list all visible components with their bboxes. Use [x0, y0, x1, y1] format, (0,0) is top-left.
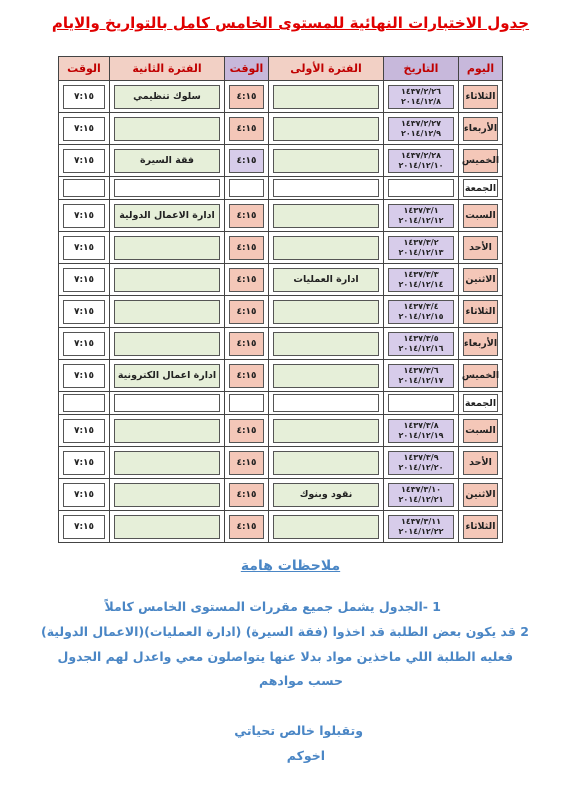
time2-cell: [59, 264, 110, 296]
header-time1: الوقت: [225, 57, 269, 81]
time1-cell: [225, 81, 269, 113]
table-row: [59, 200, 503, 232]
time2-cell: [59, 232, 110, 264]
header-date: التاريخ: [384, 57, 459, 81]
time2-cell-text: ٧:١٥: [63, 85, 105, 109]
period2-cell-text: فقة السيرة: [114, 149, 220, 173]
time1-cell: [225, 264, 269, 296]
day-cell-text: السبت: [463, 419, 498, 443]
time1-cell: [225, 328, 269, 360]
date-cell: [384, 145, 459, 177]
gregorian-date: ٢٠١٤/١٢/٢٢: [398, 526, 444, 536]
time1-cell: [225, 296, 269, 328]
time2-cell-text: ٧:١٥: [63, 515, 105, 539]
gregorian-date: ٢٠١٤/١٢/١٠: [398, 160, 444, 170]
day-cell: [459, 479, 503, 511]
date-cell: [384, 415, 459, 447]
empty-cell: [269, 392, 384, 415]
table-row: [59, 81, 503, 113]
date-cell: [384, 200, 459, 232]
period2-cell: [110, 200, 225, 232]
period1-cell-text: [273, 204, 379, 228]
day-cell: [459, 511, 503, 543]
time2-cell: [59, 511, 110, 543]
gregorian-date: ٢٠١٤/١٢/٨: [400, 96, 442, 106]
day-cell-text: الثلاثاء: [463, 300, 498, 324]
period1-cell: [269, 447, 384, 479]
table-row: [59, 264, 503, 296]
day-cell-text: الاثنين: [463, 268, 498, 292]
period2-cell: [110, 328, 225, 360]
gregorian-date: ٢٠١٤/١٢/١٤: [398, 279, 444, 289]
time2-cell-text: ٧:١٥: [63, 364, 105, 388]
period2-cell-text: سلوك تنظيمي: [114, 85, 220, 109]
day-cell-text: السبت: [463, 204, 498, 228]
date-cell: [384, 113, 459, 145]
table-row: [59, 328, 503, 360]
table-row: [59, 296, 503, 328]
day-cell-text: الأربعاء: [463, 117, 498, 141]
empty-cell: [59, 392, 110, 415]
day-cell: [459, 415, 503, 447]
hijri-date: ١٤٣٧/٣/١٠: [400, 484, 442, 494]
day-cell-text: الاثنين: [463, 483, 498, 507]
hijri-date: ١٤٣٧/٢/٢٨: [400, 150, 442, 160]
empty-cell: [110, 177, 225, 200]
day-cell-text: الثلاثاء: [463, 85, 498, 109]
period2-cell-text: [114, 236, 220, 260]
time2-cell: [59, 145, 110, 177]
period2-cell: [110, 264, 225, 296]
time1-cell: [225, 479, 269, 511]
empty-cell: [225, 392, 269, 415]
hijri-date: ١٤٣٧/٣/٣: [403, 269, 439, 279]
day-cell-text: الجمعة: [463, 394, 498, 412]
time1-cell: [225, 145, 269, 177]
time2-cell-text: ٧:١٥: [63, 300, 105, 324]
time1-cell-text: ٤:١٥: [229, 236, 264, 260]
time1-cell: [225, 360, 269, 392]
period1-cell-text: [273, 149, 379, 173]
date-cell: [384, 296, 459, 328]
note-line-6: اخوكم: [286, 748, 325, 763]
time2-cell: [59, 113, 110, 145]
period2-cell-text: [114, 300, 220, 324]
date-cell: [384, 447, 459, 479]
empty-cell: [269, 177, 384, 200]
time2-cell-text: ٧:١٥: [63, 117, 105, 141]
period1-cell-text: [273, 236, 379, 260]
day-cell-text: الثلاثاء: [463, 515, 498, 539]
time2-cell-text: ٧:١٥: [63, 268, 105, 292]
period2-cell: [110, 145, 225, 177]
period1-cell: [269, 511, 384, 543]
period1-cell-text: [273, 332, 379, 356]
hijri-date: ١٤٣٧/٢/٢٧: [400, 118, 442, 128]
period1-cell: [269, 328, 384, 360]
hijri-date: ١٤٣٧/٣/٤: [403, 301, 439, 311]
date-cell: [384, 264, 459, 296]
gregorian-date: ٢٠١٤/١٢/٢٠: [398, 462, 444, 472]
period1-cell: [269, 200, 384, 232]
hijri-date: ١٤٣٧/٣/٥: [403, 333, 439, 343]
period1-cell: [269, 360, 384, 392]
gregorian-date: ٢٠١٤/١٢/١٣: [398, 247, 444, 257]
date-cell: [384, 511, 459, 543]
time2-cell-text: ٧:١٥: [63, 451, 105, 475]
header-time2: الوقت: [59, 57, 110, 81]
header-period2: الفترة الثانية: [110, 57, 225, 81]
gregorian-date: ٢٠١٤/١٢/١٥: [398, 311, 444, 321]
note-line-1: 1 -الجدول يشمل جميع مقررات المستوى الخامس كاملاً: [104, 599, 441, 614]
day-cell-text: الأحد: [463, 451, 498, 475]
period2-cell-text: [114, 419, 220, 443]
date-cell: [384, 479, 459, 511]
period2-cell-text: [114, 268, 220, 292]
time2-cell: [59, 200, 110, 232]
hijri-date: ١٤٣٧/٣/٦: [403, 365, 439, 375]
period2-cell: [110, 415, 225, 447]
hijri-date: ١٤٣٧/٣/٨: [403, 420, 439, 430]
time1-cell: [225, 447, 269, 479]
hijri-date: ١٤٣٧/٢/٢٦: [400, 86, 442, 96]
time2-cell-text: ٧:١٥: [63, 419, 105, 443]
empty-cell: [384, 177, 459, 200]
table-row: [59, 511, 503, 543]
table-row: [59, 177, 503, 200]
period1-cell: [269, 415, 384, 447]
time1-cell-text: ٤:١٥: [229, 364, 264, 388]
time1-cell-text: ٤:١٥: [229, 149, 264, 173]
time2-cell: [59, 328, 110, 360]
date-cell: [384, 360, 459, 392]
period1-cell: [269, 81, 384, 113]
day-cell: [459, 177, 503, 200]
day-cell: [459, 145, 503, 177]
period2-cell: [110, 232, 225, 264]
time2-cell: [59, 447, 110, 479]
empty-cell: [59, 177, 110, 200]
note-line-2: 2 قد يكون بعض الطلبة قد اخذوا (فقة السيرة) (ادارة العمليات)(الاعمال الدولية): [41, 624, 529, 639]
period2-cell: [110, 360, 225, 392]
period1-cell-text: [273, 117, 379, 141]
time1-cell: [225, 232, 269, 264]
time2-cell: [59, 415, 110, 447]
period1-cell: [269, 145, 384, 177]
period1-cell-text: [273, 451, 379, 475]
time1-cell: [225, 415, 269, 447]
period2-cell-text: [114, 451, 220, 475]
period1-cell-text: ادارة العمليات: [273, 268, 379, 292]
note-line-5: وتقبلوا خالص تحياتي: [234, 723, 363, 738]
day-cell: [459, 392, 503, 415]
time1-cell: [225, 200, 269, 232]
notes-title: ملاحظات هامة: [240, 558, 341, 574]
day-cell: [459, 81, 503, 113]
day-cell: [459, 296, 503, 328]
gregorian-date: ٢٠١٤/١٢/٢١: [398, 494, 444, 504]
time1-cell-text: ٤:١٥: [229, 204, 264, 228]
date-cell: [384, 328, 459, 360]
gregorian-date: ٢٠١٤/١٢/١٧: [398, 375, 444, 385]
hijri-date: ١٤٣٧/٣/١: [403, 205, 439, 215]
day-cell: [459, 328, 503, 360]
time2-cell-text: ٧:١٥: [63, 483, 105, 507]
table-row: [59, 360, 503, 392]
period2-cell-text: [114, 332, 220, 356]
period1-cell: [269, 296, 384, 328]
day-cell-text: الأربعاء: [463, 332, 498, 356]
time2-cell-text: ٧:١٥: [63, 204, 105, 228]
time1-cell-text: ٤:١٥: [229, 268, 264, 292]
day-cell: [459, 264, 503, 296]
time1-cell-text: ٤:١٥: [229, 332, 264, 356]
period2-cell-text: [114, 483, 220, 507]
date-cell: [384, 81, 459, 113]
period1-cell-text: [273, 85, 379, 109]
period1-cell-text: [273, 300, 379, 324]
time2-cell-text: ٧:١٥: [63, 236, 105, 260]
day-cell: [459, 113, 503, 145]
table-header-row: [59, 57, 503, 81]
table-row: [59, 145, 503, 177]
hijri-date: ١٤٣٧/٣/٢: [403, 237, 439, 247]
empty-cell: [225, 177, 269, 200]
time2-cell: [59, 81, 110, 113]
time1-cell-text: ٤:١٥: [229, 483, 264, 507]
table-row: [59, 447, 503, 479]
time1-cell: [225, 511, 269, 543]
gregorian-date: ٢٠١٤/١٢/١٩: [398, 430, 444, 440]
note-line-3: فعليه الطلبة اللي ماخذين مواد بدلا عنها يتواصلون معي واعدل لهم الجدول: [57, 649, 513, 664]
time1-cell-text: ٤:١٥: [229, 451, 264, 475]
hijri-date: ١٤٣٧/٣/٩: [403, 452, 439, 462]
gregorian-date: ٢٠١٤/١٢/١٦: [398, 343, 444, 353]
period1-cell-text: [273, 419, 379, 443]
table-row: [59, 113, 503, 145]
period2-cell: [110, 479, 225, 511]
time2-cell-text: ٧:١٥: [63, 332, 105, 356]
empty-cell: [110, 392, 225, 415]
period1-cell: [269, 232, 384, 264]
day-cell: [459, 232, 503, 264]
time1-cell-text: ٤:١٥: [229, 419, 264, 443]
period2-cell: [110, 113, 225, 145]
gregorian-date: ٢٠١٤/١٢/٩: [400, 128, 442, 138]
exam-schedule-table: [58, 56, 503, 543]
period1-cell-text: [273, 515, 379, 539]
period2-cell-text: ادارة الاعمال الدولية: [114, 204, 220, 228]
period2-cell: [110, 296, 225, 328]
time1-cell-text: ٤:١٥: [229, 515, 264, 539]
time2-cell: [59, 479, 110, 511]
time1-cell-text: ٤:١٥: [229, 85, 264, 109]
day-cell-text: الخميس: [463, 364, 498, 388]
page-title: جدول الاختبارات النهائية للمستوى الخامس كامل بالتواريخ والايام: [51, 14, 530, 32]
header-period1: الفترة الأولى: [269, 57, 384, 81]
period2-cell: [110, 447, 225, 479]
period1-cell-text: [273, 364, 379, 388]
time2-cell: [59, 296, 110, 328]
time1-cell: [225, 113, 269, 145]
period2-cell-text: [114, 117, 220, 141]
time1-cell-text: ٤:١٥: [229, 300, 264, 324]
period1-cell: [269, 113, 384, 145]
time1-cell-text: ٤:١٥: [229, 117, 264, 141]
day-cell-text: الجمعة: [463, 179, 498, 197]
period2-cell-text: [114, 515, 220, 539]
table-row: [59, 232, 503, 264]
table-row: [59, 415, 503, 447]
time2-cell: [59, 360, 110, 392]
header-day: اليوم: [459, 57, 503, 81]
empty-cell: [384, 392, 459, 415]
gregorian-date: ٢٠١٤/١٢/١٢: [398, 215, 444, 225]
date-cell: [384, 232, 459, 264]
hijri-date: ١٤٣٧/٣/١١: [400, 516, 442, 526]
period2-cell: [110, 81, 225, 113]
day-cell: [459, 360, 503, 392]
table-row: [59, 392, 503, 415]
day-cell-text: الخميس: [463, 149, 498, 173]
period1-cell-text: نقود وبنوك: [273, 483, 379, 507]
day-cell-text: الأحد: [463, 236, 498, 260]
time2-cell-text: ٧:١٥: [63, 149, 105, 173]
table-row: [59, 479, 503, 511]
period2-cell: [110, 511, 225, 543]
note-line-4: حسب موادهم: [258, 673, 343, 688]
period2-cell-text: ادارة اعمال الكترونية: [114, 364, 220, 388]
period1-cell: [269, 264, 384, 296]
period1-cell: [269, 479, 384, 511]
day-cell: [459, 200, 503, 232]
day-cell: [459, 447, 503, 479]
